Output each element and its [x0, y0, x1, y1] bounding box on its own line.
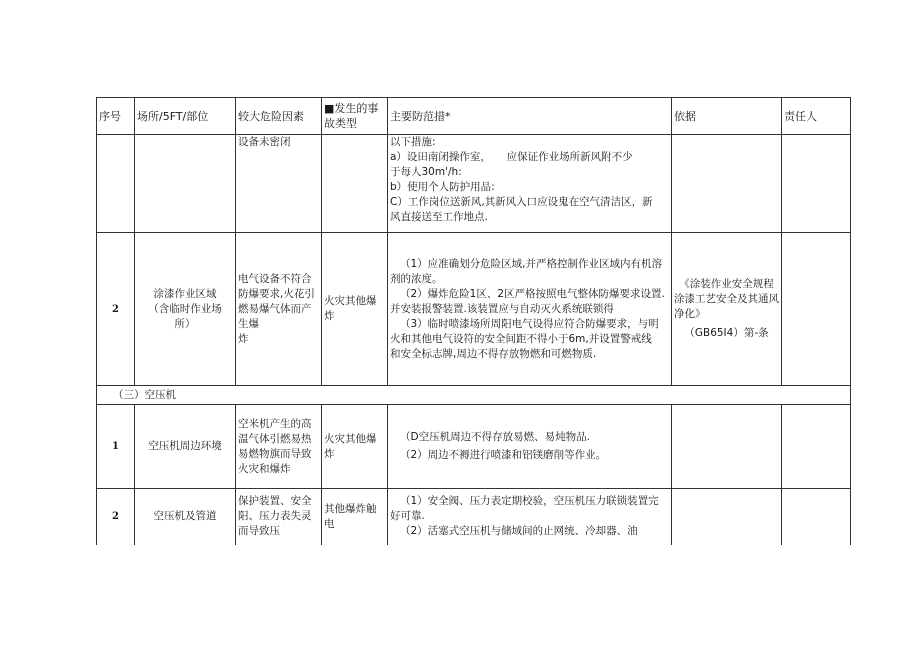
basis-line: 涂漆工艺安全及其通风: [674, 293, 779, 305]
cell-measures: [388, 489, 672, 545]
table-row: [97, 489, 851, 545]
hazard-line: 易燃物旗而导致: [238, 447, 312, 460]
cell-accident: [322, 135, 388, 233]
cell-basis: [672, 489, 782, 545]
measure-line: （2）爆炸危险1区、2区严格按照电气整体防爆要求设置.: [400, 287, 665, 300]
cell-owner: [782, 405, 851, 489]
cell-accident: 其他爆炸触电: [322, 489, 388, 545]
basis-line: 《涂装作业安全规程: [679, 278, 774, 290]
hazard-line: 温气体引燃易热: [238, 432, 312, 445]
cell-basis: [672, 233, 782, 386]
header-place: 场所/5FT/部位: [135, 98, 236, 135]
header-basis: 依据: [672, 98, 782, 135]
measure-line: a）设田南闭操作室， 应保证作业场所新风附不少: [390, 151, 633, 163]
measure-line: 以下措施:: [390, 136, 436, 148]
cell-hazard: [236, 233, 322, 386]
cell-measures: [388, 405, 672, 489]
cell-place: 空压机周边环境: [135, 405, 236, 489]
cell-no: [97, 135, 135, 233]
hazard-line: 生爆: [238, 317, 259, 330]
table-row: [97, 233, 851, 386]
cell-basis: [672, 135, 782, 233]
cell-measures: [388, 135, 672, 233]
section-row: [97, 386, 851, 405]
measure-line: 于每人30m'/h:: [390, 166, 462, 178]
basis-line: 净化》: [674, 308, 706, 320]
header-accident: ■发生的事故类型: [322, 98, 388, 135]
cell-place: [135, 135, 236, 233]
cell-hazard: [236, 405, 322, 489]
cell-owner: [782, 489, 851, 545]
hazard-line: 阳、压力表失灵: [238, 510, 312, 523]
cell-basis: [672, 405, 782, 489]
measure-line: （2）活塞式空压机与储域间的止网统、冷却器、油: [400, 525, 638, 538]
cell-no: 1: [97, 405, 135, 489]
cell-place: [135, 233, 236, 386]
measure-line: （D空压机周边不得存放易燃、易炖物品.: [400, 431, 590, 443]
place-line: 涂漆作业区域: [153, 287, 217, 300]
measure-line: 风直接送至工作地点.: [390, 211, 488, 223]
hazard-line: 燃易爆气体而产: [238, 302, 312, 315]
hazard-line: 保护装置、安全: [238, 495, 312, 508]
cell-no: 2: [97, 233, 135, 386]
cell-accident: 火灾其他爆炸: [322, 405, 388, 489]
header-owner: 责任人: [782, 98, 851, 135]
table-row: [97, 135, 851, 233]
hazard-line: 空米机产生的高: [238, 417, 312, 430]
table-row: [97, 405, 851, 489]
measure-line: b）使用个人防护用品:: [390, 181, 495, 193]
measure-line: （3）临时喷漆场所周阳电气设得应符合防爆要求，与明: [400, 317, 659, 330]
cell-no: 2: [97, 489, 135, 545]
measure-line: 剂的浓度。: [390, 272, 443, 285]
place-line: 所）: [174, 317, 196, 330]
measure-line: 好可靠.: [390, 510, 425, 523]
cell-owner: [782, 233, 851, 386]
cell-hazard: [236, 489, 322, 545]
hazard-table: [96, 97, 851, 545]
place-line: （含临时作业场: [148, 302, 222, 315]
header-no: 序号: [97, 98, 135, 135]
hazard-line: 防爆要求,火花引: [238, 287, 315, 300]
cell-hazard: 设备未密闭: [236, 135, 322, 233]
hazard-line: 火灾和爆炸: [238, 462, 291, 475]
measure-line: （1）应准确划分危险区域,并严格控制作业区域内有机溶: [400, 257, 663, 270]
cell-owner: [782, 135, 851, 233]
header-measures: 主要防范措*: [388, 98, 672, 135]
measure-line: 火和其他电气设符的安全间距不得小于6m,并设置警戒线: [390, 332, 652, 345]
hazard-line: 炸: [238, 332, 249, 345]
measure-line: （2）周边不褥进行喷漆和铝镁磨削等作业。: [400, 449, 607, 461]
measure-line: C）工作岗位送新风,其新风入口应设鬼在空气清洁区，新: [390, 196, 653, 208]
cell-place: 空压机及管道: [135, 489, 236, 545]
measure-line: （1）安全阀、压力表定期校验，空压机压力联锁装置完: [400, 495, 659, 508]
measure-line: 和安全标志牌,周边不得存放物燃和可燃物质.: [390, 347, 597, 360]
table-header-row: [97, 98, 851, 135]
measure-line: 并安装报警装置.该装置应与自动灭火系统联锁得: [390, 302, 614, 315]
basis-line: （GB65I4）第-条: [684, 327, 769, 339]
hazard-line: 而导致压: [238, 525, 280, 538]
cell-accident: 火灾其他爆炸: [322, 233, 388, 386]
section-title: （三）空压机: [97, 386, 851, 405]
hazard-line: 电气设备不符合: [238, 272, 312, 285]
cell-measures: [388, 233, 672, 386]
header-hazard: 较大危险因素: [236, 98, 322, 135]
